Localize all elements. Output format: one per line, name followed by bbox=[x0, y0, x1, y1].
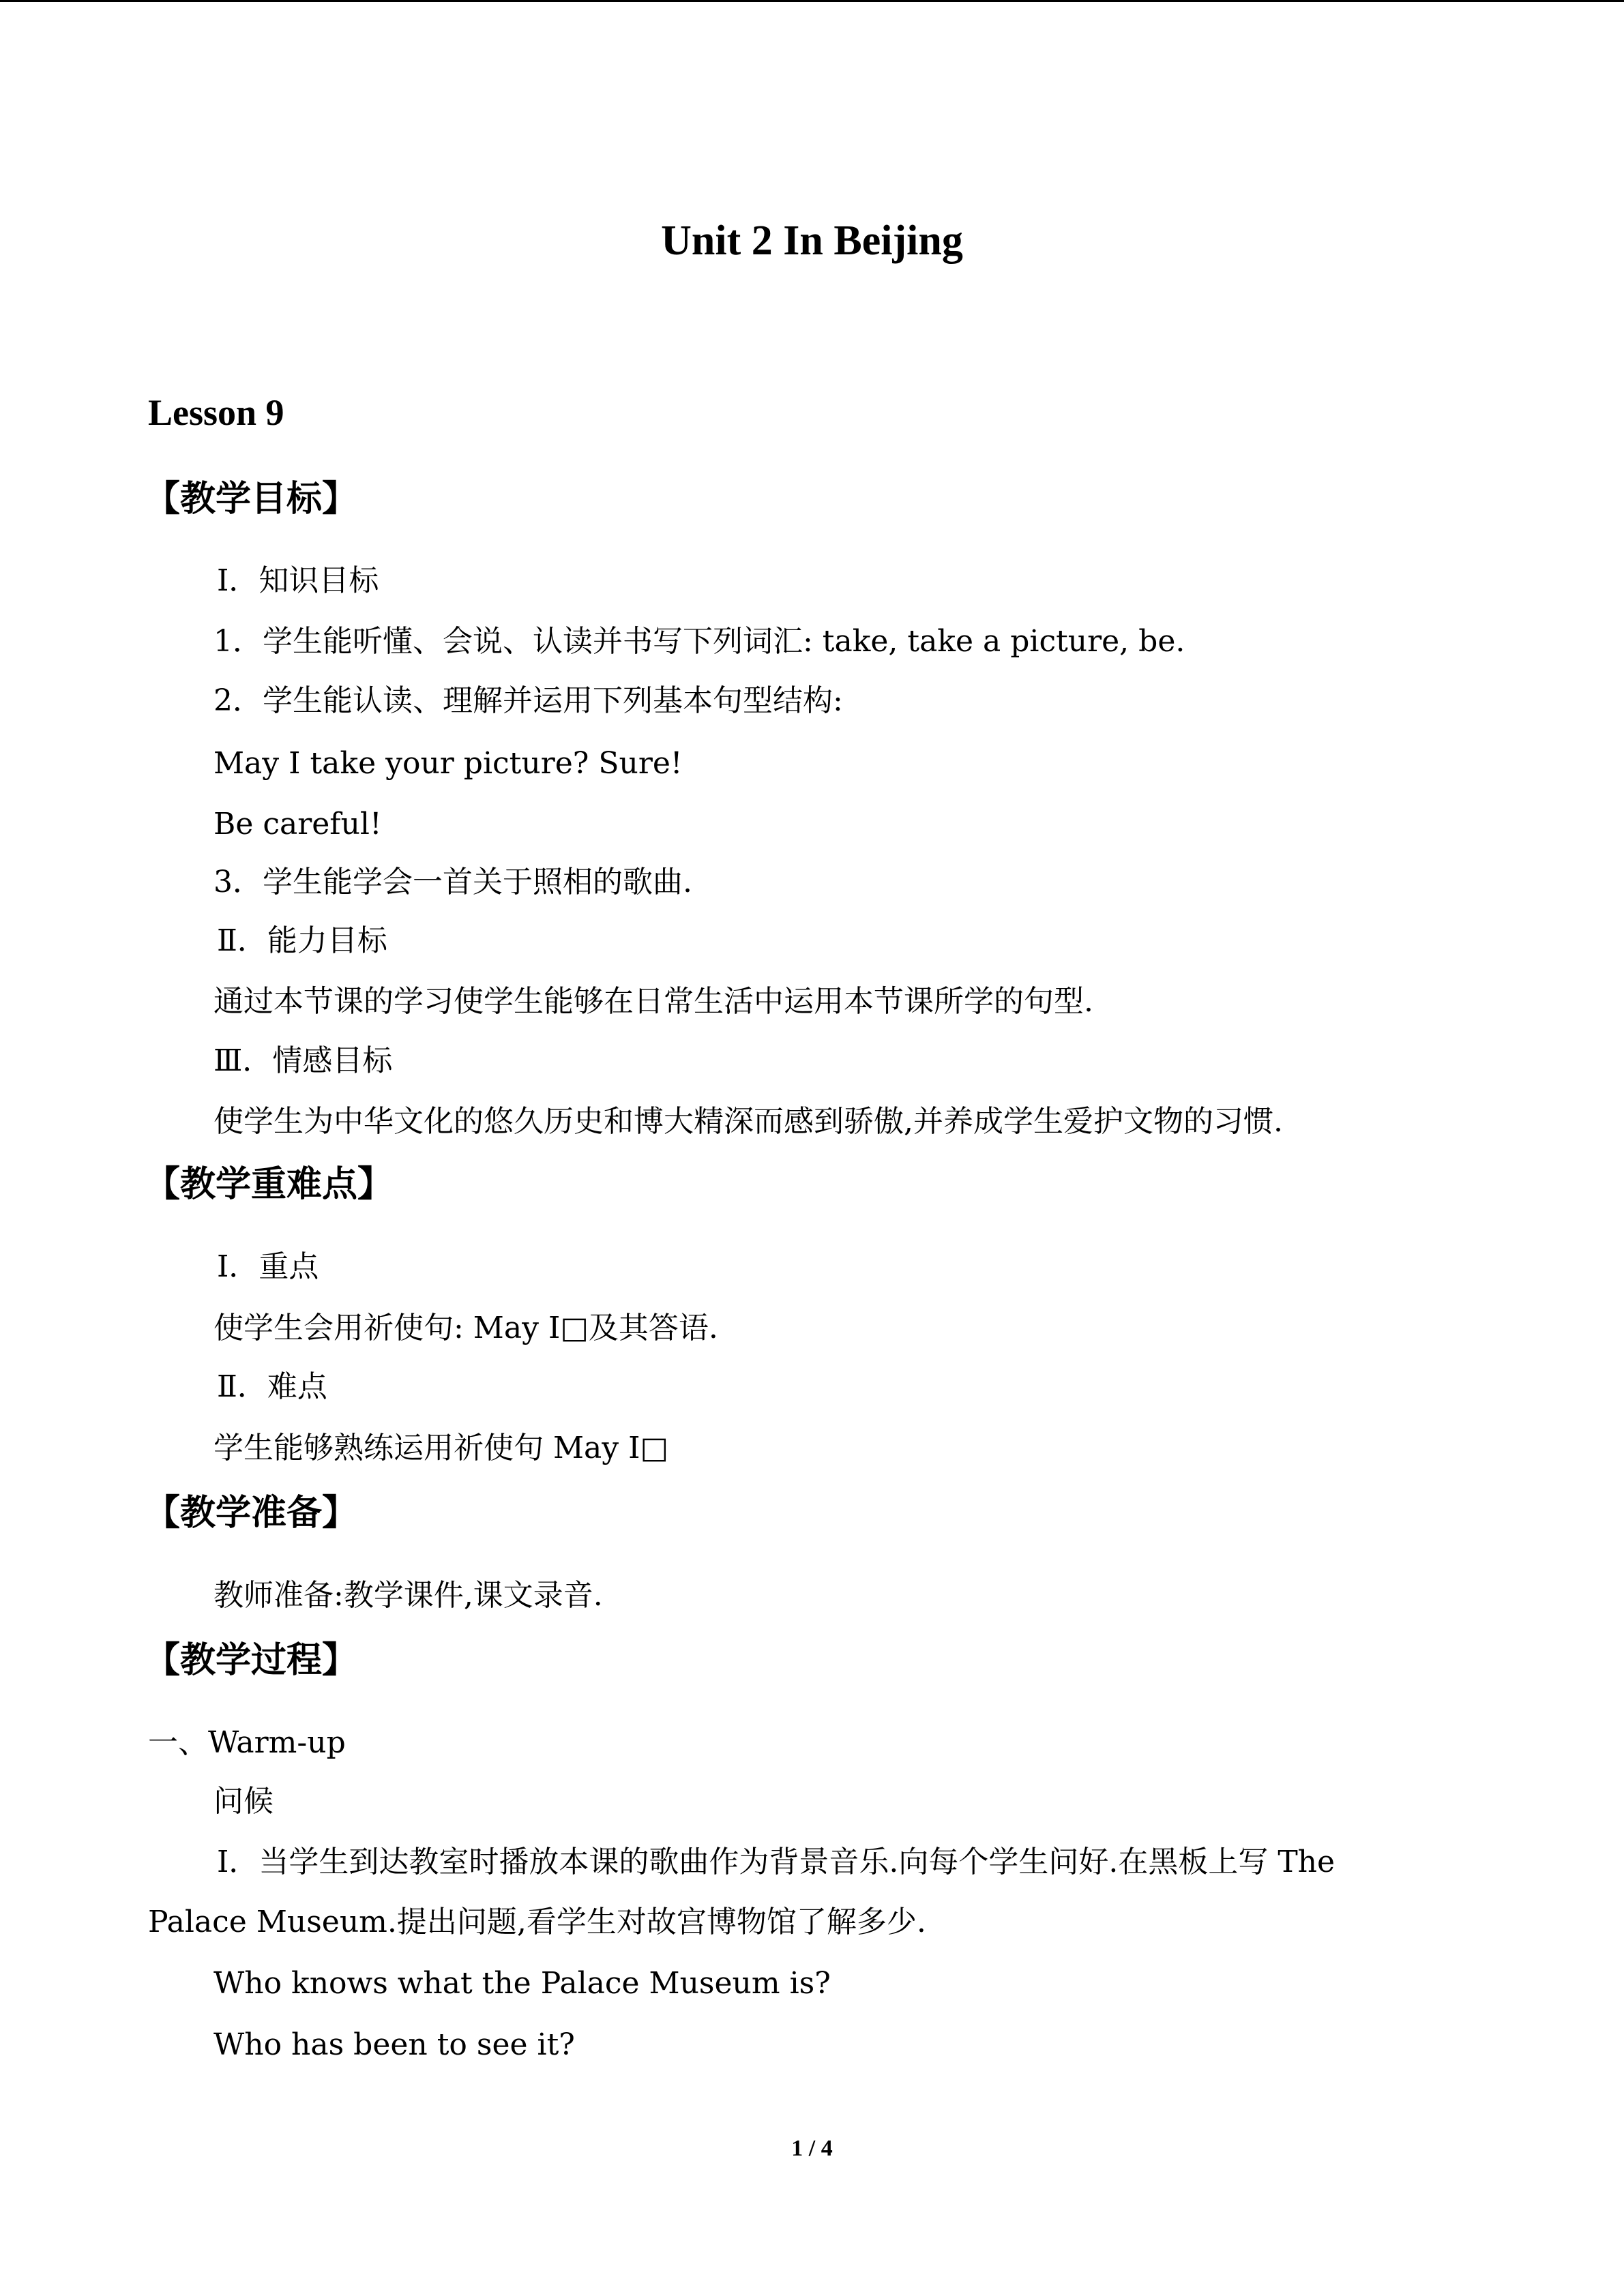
emotion-objective-text: 使学生为中华文化的悠久历史和博大精深而感到骄傲,并养成学生爱护文物的习惯. bbox=[213, 1104, 1283, 1139]
page-number: 1 / 4 bbox=[791, 2136, 833, 2161]
top-border-line bbox=[0, 0, 1624, 2]
section-preparation-heading: 【教学准备】 bbox=[145, 1493, 358, 1534]
greeting-label: 问候 bbox=[213, 1784, 274, 1819]
process-step-warm-up: 一、Warm-up bbox=[148, 1725, 346, 1760]
warm-up-paragraph-line-1: Ⅰ．当学生到达教室时播放本课的歌曲作为背景音乐.向每个学生问好.在黑板上写 The bbox=[217, 1845, 1335, 1879]
section-objectives-heading: 【教学目标】 bbox=[145, 479, 358, 520]
key-point-heading: Ⅰ．重点 bbox=[217, 1249, 319, 1284]
key-point-text: 使学生会用祈使句: May I□及其答语. bbox=[213, 1311, 718, 1345]
knowledge-objective-heading: Ⅰ．知识目标 bbox=[217, 563, 379, 598]
difficult-point-text: 学生能够熟练运用祈使句 May I□ bbox=[213, 1431, 669, 1465]
preparation-text: 教师准备:教学课件,课文录音. bbox=[213, 1578, 603, 1613]
warm-up-question-2: Who has been to see it? bbox=[213, 2027, 575, 2062]
section-process-heading: 【教学过程】 bbox=[145, 1640, 358, 1681]
ability-objective-heading: Ⅱ．能力目标 bbox=[217, 923, 387, 958]
objective-item-3: 3．学生能学会一首关于照相的歌曲. bbox=[213, 865, 692, 899]
example-sentence-2: Be careful! bbox=[213, 807, 382, 841]
section-key-points-heading: 【教学重难点】 bbox=[145, 1164, 394, 1205]
ability-objective-text: 通过本节课的学习使学生能够在日常生活中运用本节课所学的句型. bbox=[213, 984, 1093, 1019]
warm-up-paragraph-line-2: Palace Museum.提出问题,看学生对故宫博物馆了解多少. bbox=[148, 1905, 926, 1939]
emotion-objective-heading: Ⅲ．情感目标 bbox=[213, 1043, 393, 1078]
objective-item-1: 1．学生能听懂、会说、认读并书写下列词汇: take, take a picture, be. bbox=[213, 624, 1185, 659]
warm-up-question-1: Who knows what the Palace Museum is? bbox=[213, 1966, 831, 2001]
example-sentence-1: May I take your picture? Sure! bbox=[213, 746, 683, 781]
difficult-point-heading: Ⅱ．难点 bbox=[217, 1369, 327, 1404]
lesson-heading: Lesson 9 bbox=[148, 392, 284, 433]
document-title: Unit 2 In Beijing bbox=[661, 218, 963, 264]
objective-item-2: 2．学生能认读、理解并运用下列基本句型结构: bbox=[213, 683, 843, 718]
